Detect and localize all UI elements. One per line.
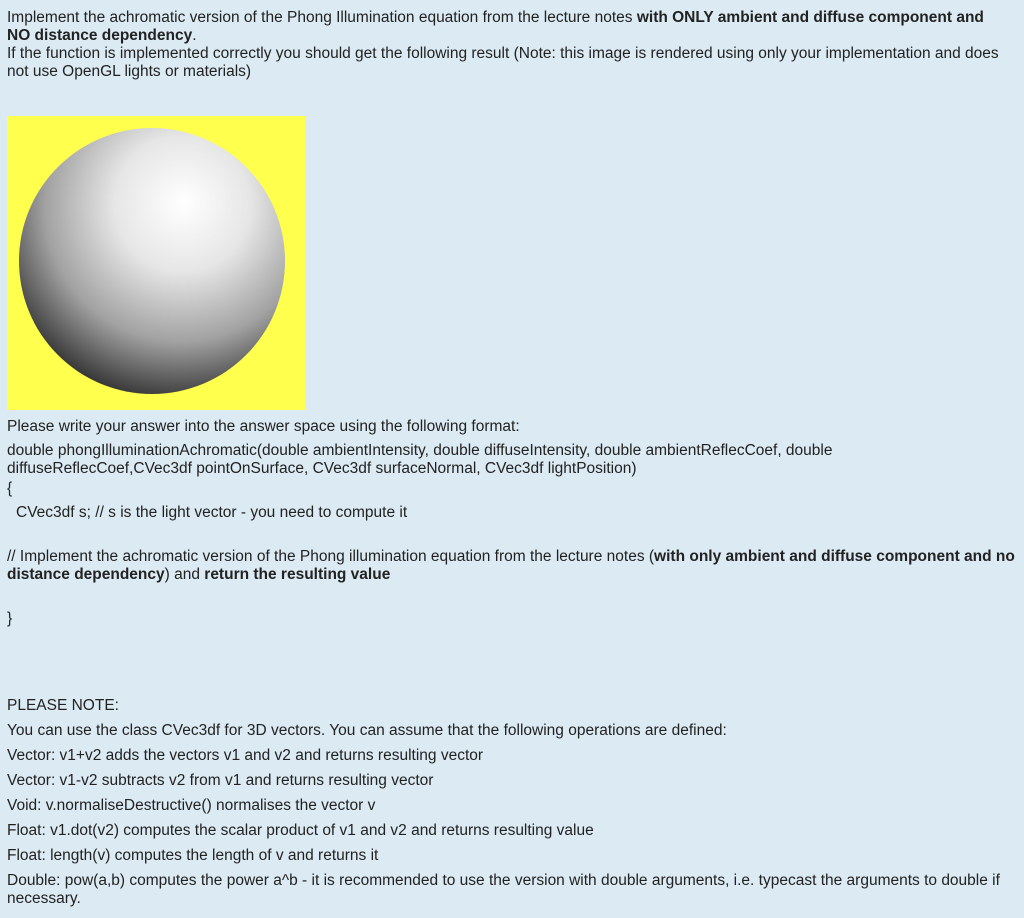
- implementation-comment: [7, 548, 1017, 584]
- please-note-section: [7, 697, 1017, 915]
- open-brace: {: [7, 480, 13, 497]
- operation-dot-product: Float: v1.dot(v2) computes the scalar product of v1 and v2 and returns resulting value: [7, 822, 594, 839]
- operation-length: Float: length(v) computes the length of v and returns it: [7, 847, 379, 864]
- intro-period: .: [192, 27, 197, 44]
- intro-bold-text: with ONLY ambient and diffuse component and NO distance dependency: [7, 9, 984, 44]
- answer-format-section: [7, 418, 1017, 628]
- intro-paragraph: [7, 9, 1007, 81]
- comment-bold-text: with only ambient and diffuse component and no distance dependency: [7, 548, 1015, 583]
- shaded-sphere: [19, 128, 285, 394]
- comment-mid-text: ) and: [164, 566, 205, 583]
- sphere-render: [7, 116, 305, 410]
- intro-result-note: If the function is implemented correctly you should get the following result (Note: this image is rendered using only your implementation and does not use OpenGL lights or materials): [7, 45, 999, 80]
- note-heading: PLEASE NOTE:: [7, 697, 119, 714]
- light-vector-declaration: CVec3df s; // s is the light vector - you need to compute it: [16, 504, 408, 521]
- intro-text: Implement the achromatic version of the Phong Illumination equation from the lecture notes: [7, 9, 637, 26]
- close-brace: }: [7, 610, 13, 627]
- rendered-sphere-image: [7, 116, 305, 410]
- note-intro: You can use the class CVec3df for 3D vectors. You can assume that the following operations are defined:: [7, 722, 727, 739]
- operation-vector-subtract: Vector: v1-v2 subtracts v2 from v1 and returns resulting vector: [7, 772, 434, 789]
- format-instruction: Please write your answer into the answer space using the following format:: [7, 418, 520, 435]
- operation-pow: Double: pow(a,b) computes the power a^b - it is recommended to use the version with double arguments, i.e. typecast the arguments to double if necessary.: [7, 872, 1000, 907]
- operation-vector-add: Vector: v1+v2 adds the vectors v1 and v2 and returns resulting vector: [7, 747, 484, 764]
- intro-section: [7, 9, 1017, 81]
- function-signature: double phongIlluminationAchromatic(double ambientIntensity, double diffuseIntensity, double ambientReflecCoef, double diffuseReflecCoef,CVec3df pointOnSurface, CVec3df surfaceNormal, CVec3df lightPosition): [7, 442, 833, 477]
- operation-normalise: Void: v.normaliseDestructive() normalises the vector v: [7, 797, 376, 814]
- comment-return-text: return the resulting value: [204, 566, 391, 583]
- comment-text: // Implement the achromatic version of the Phong illumination equation from the lecture notes (: [7, 548, 655, 565]
